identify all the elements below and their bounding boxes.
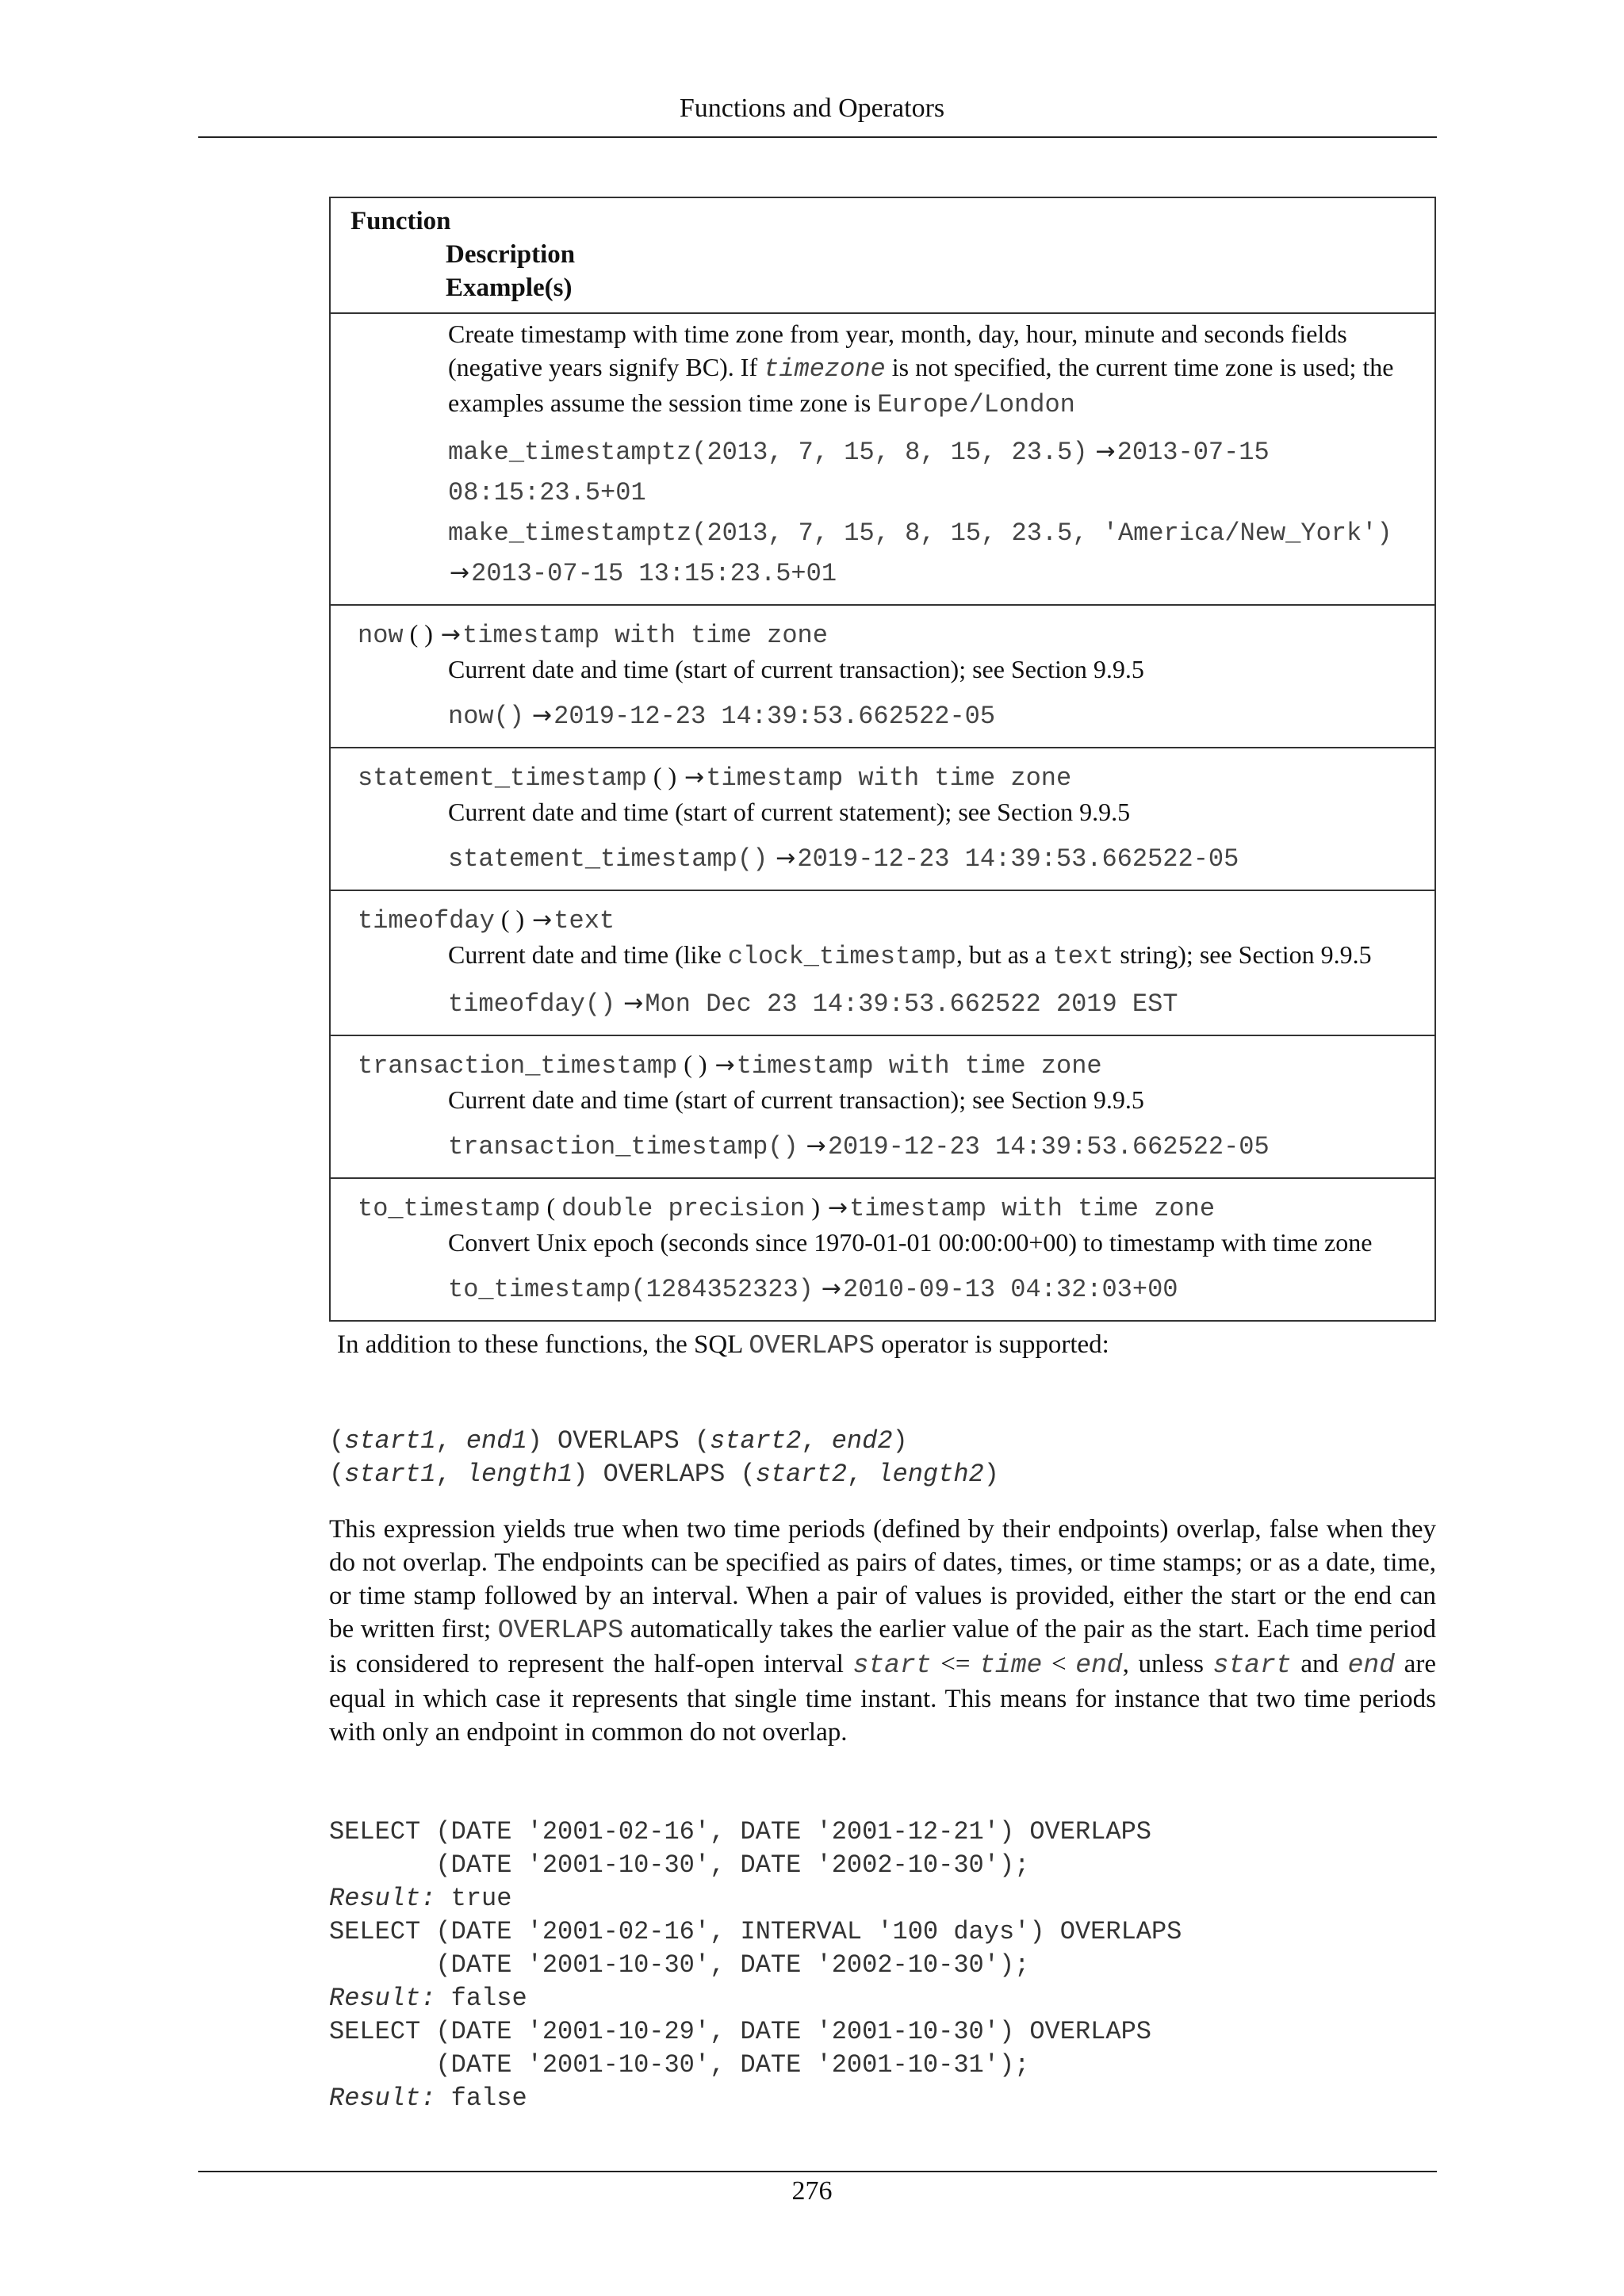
arrow-icon: → [1095,438,1116,465]
table-row [331,604,1434,747]
running-header: Functions and Operators [679,94,945,123]
header-examples: Example(s) [446,274,573,302]
function-description: Current date and time (start of current transaction); see Section 9.9.5 [448,655,1144,683]
function-description: Create timestamp with time zone from year, month, day, hour, minute and seconds fields (negative years signify BC). If timezone is not specified, the current time zone is used; the examples assume the session time zone is Europe/London [448,320,1394,419]
arrow-icon: → [532,702,553,729]
function-example: make_timestamptz(2013, 7, 15, 8, 15, 23.5) →2013-07-15 08:15:23.5+01 make_timestamptz(2013, 7, 15, 8, 15, 23.5, 'America/New_York') →2013-07-15 13:15:23.5+01 [448,438,1392,588]
functions-table [329,197,1436,1322]
arrow-icon: → [440,621,462,649]
function-signature: to_timestamp ( double precision ) →timestamp with time zone [358,1192,1216,1223]
function-signature: now ( ) →timestamp with time zone [358,619,828,650]
overlaps-examples: SELECT (DATE '2001-02-16', DATE '2001-12-21') OVERLAPS (DATE '2001-10-30', DATE '2002-10-30'); Result: true SELECT (DATE '2001-02-16', INTERVAL '100 days') OVERLAPS (DATE '2001-10-30', DATE '2002-10-30'); Result: false SELECT (DATE '2001-10-29', DATE '2001-10-30') OVERLAPS (DATE '2001-10-30', DATE '2001-10-31'); Result: false [329,1817,1182,2113]
arrow-icon: → [623,989,644,1017]
overlaps-explanation: This expression yields true when two time periods (defined by their endpoints) overlap, false when they do not overlap. The endpoints can be specified as pairs of dates, times, or time stamps; or as a date, time, or time stamp followed by an interval. When a pair of values is provided, either the start or the end can be written first; OVERLAPS automatically takes the earlier value of the pair as the start. Each time period is considered to represent the half-open interval start <= time < end, unless start and end are equal in which case it represents that single time instant. This means for instance that two time periods with only an endpoint in common do not overlap. [329,1515,1436,1747]
header-rule [198,136,1437,138]
function-signature: transaction_timestamp ( ) →timestamp with time zone [358,1050,1102,1081]
function-signature: timeofday ( ) →text [358,905,615,936]
function-example: timeofday() →Mon Dec 23 14:39:53.662522 2019 EST [448,989,1178,1019]
function-signature: statement_timestamp ( ) →timestamp with time zone [358,762,1072,793]
function-example: statement_timestamp() →2019-12-23 14:39:53.662522-05 [448,844,1239,874]
table-row [331,747,1434,890]
function-description: Current date and time (start of current statement); see Section 9.9.5 [448,798,1131,826]
intro-text: In addition to these functions, the SQL OVERLAPS operator is supported: [337,1330,1109,1360]
overlaps-syntax: (start1, end1) OVERLAPS (start2, end2) (start1, length1) OVERLAPS (start2, length2) [329,1426,999,1489]
arrow-icon: → [450,559,470,587]
page-number: 276 [791,2176,833,2206]
arrow-icon: → [776,844,796,872]
arrow-icon: → [821,1275,842,1303]
function-example: now() →2019-12-23 14:39:53.662522-05 [448,702,996,731]
arrow-icon: → [806,1132,826,1160]
function-description: Convert Unix epoch (seconds since 1970-01-01 00:00:00+00) to timestamp with time zone [448,1228,1373,1257]
function-example: to_timestamp(1284352323) →2010-09-13 04:32:03+00 [448,1275,1178,1304]
function-example: transaction_timestamp() →2019-12-23 14:39:53.662522-05 [448,1132,1270,1161]
function-description: Current date and time (start of current transaction); see Section 9.9.5 [448,1085,1144,1114]
table-header [331,198,1434,312]
table-row [331,890,1434,1035]
table-row [331,1177,1434,1320]
arrow-icon: → [828,1194,848,1222]
table-row [331,1035,1434,1177]
footer-rule [198,2171,1437,2172]
function-description: Current date and time (like clock_timestamp, but as a text string); see Section 9.9.5 [448,940,1372,971]
arrow-icon: → [684,763,705,791]
header-function: Function [350,207,451,235]
header-description: Description [446,240,576,269]
table-row [331,312,1434,604]
arrow-icon: → [532,906,553,934]
arrow-icon: → [714,1051,735,1079]
